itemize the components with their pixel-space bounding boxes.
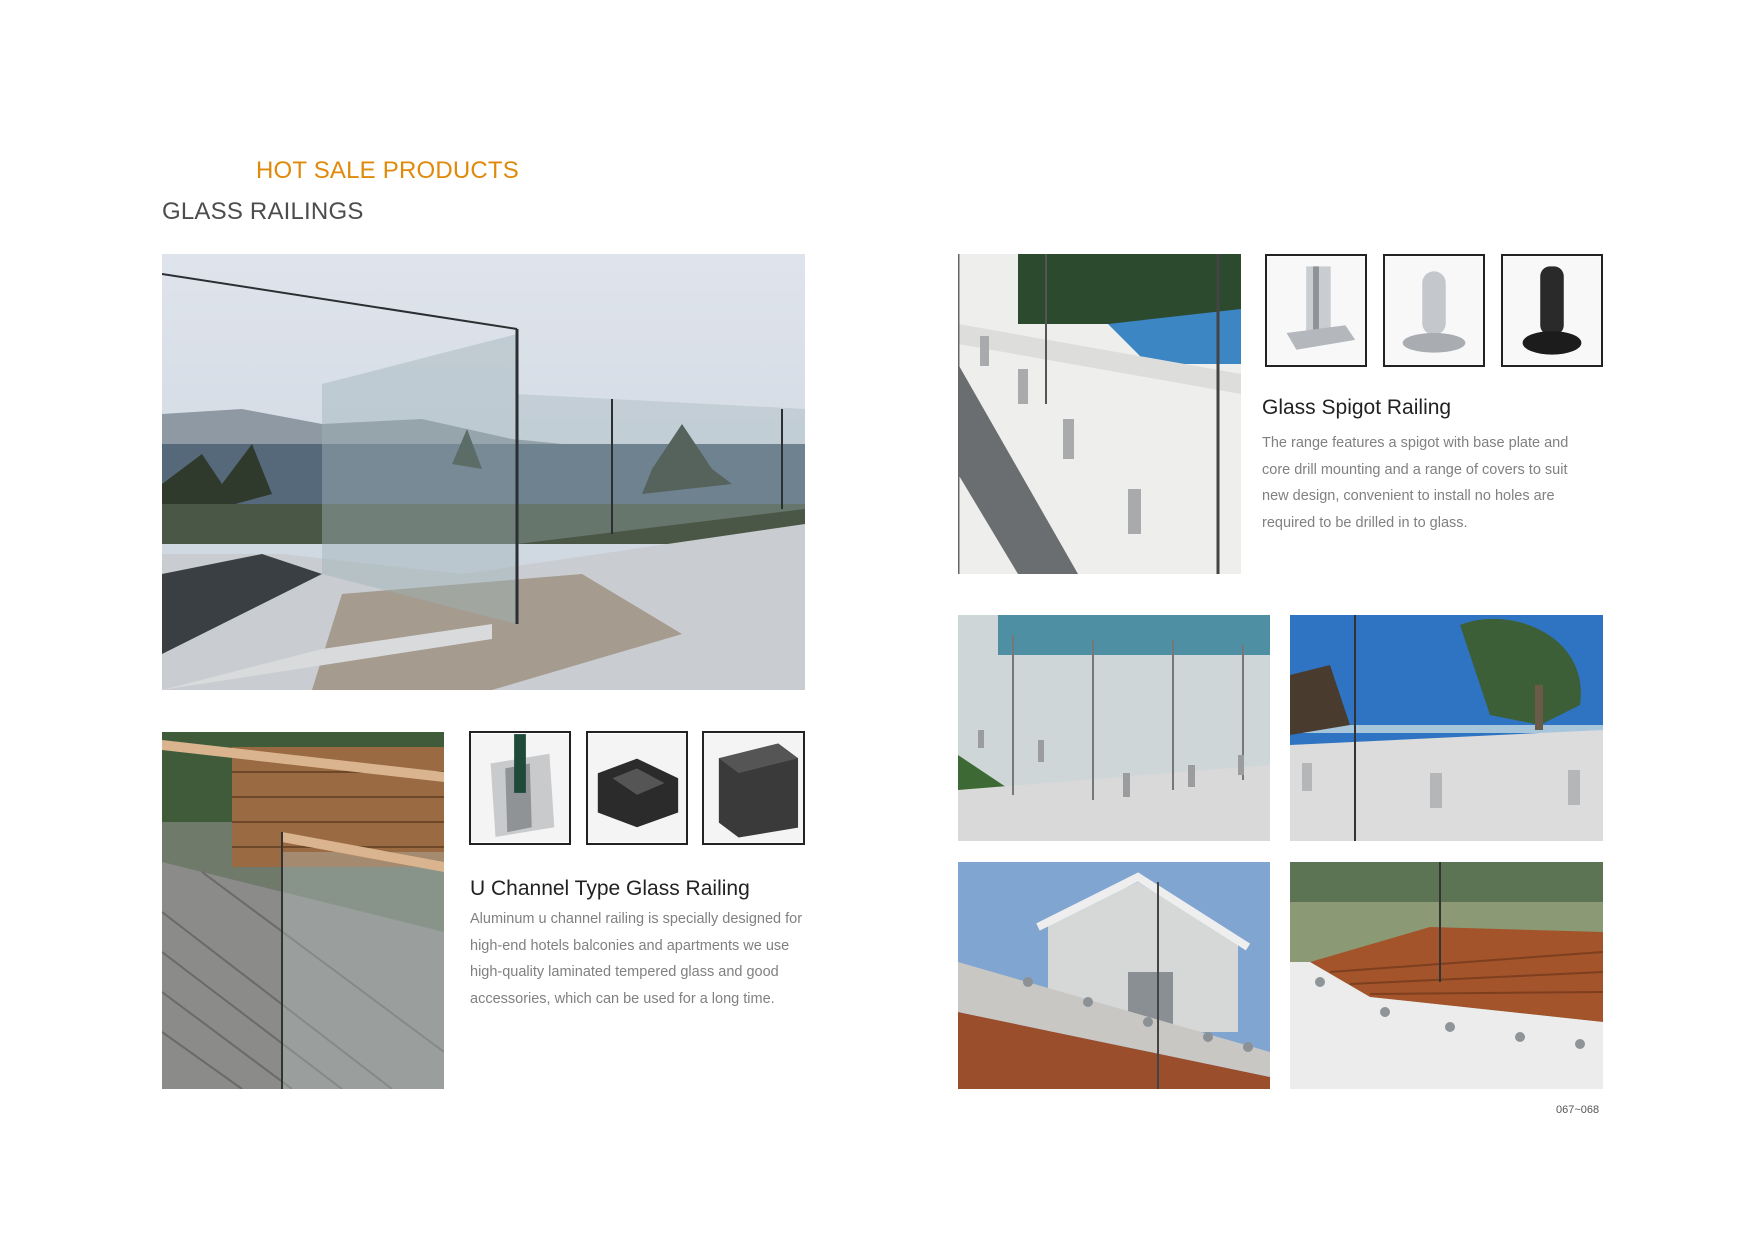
gallery-photo-house-balcony (958, 862, 1270, 1089)
black-spigot-thumbnail (1501, 254, 1603, 367)
gallery-photo-pool-fence (958, 615, 1270, 841)
gallery-photo-tree-view (1290, 615, 1603, 841)
spigot-title: Glass Spigot Railing (1262, 396, 1452, 419)
spigot-description: The range features a spigot with base plate and core drill mounting and a range of covers to suit new design, convenient to install no holes are required to be drilled in to glass. (1262, 435, 1569, 531)
gallery-photo-wood-deck (1290, 862, 1603, 1089)
page-number: 067~068 (1556, 1104, 1600, 1116)
section-title: GLASS RAILINGS (162, 198, 364, 225)
u-channel-corner-thumbnail (586, 731, 688, 845)
u-channel-profile-thumbnail (469, 731, 571, 845)
spigot-pool-photo (958, 254, 1241, 574)
u-channel-balcony-photo (162, 732, 444, 1089)
u-channel-cover-thumbnail (702, 731, 805, 845)
round-spigot-thumbnail (1383, 254, 1485, 367)
square-spigot-thumbnail (1265, 254, 1367, 367)
hero-glass-railing-photo (162, 254, 805, 690)
u-channel-description: Aluminum u channel railing is specially designed for high-end hotels balconies and apartments we use high-quality laminated tempered glass and good accessories, which can be used for a long time. (470, 911, 803, 1007)
section-kicker: HOT SALE PRODUCTS (256, 157, 520, 184)
u-channel-title: U Channel Type Glass Railing (470, 877, 750, 900)
